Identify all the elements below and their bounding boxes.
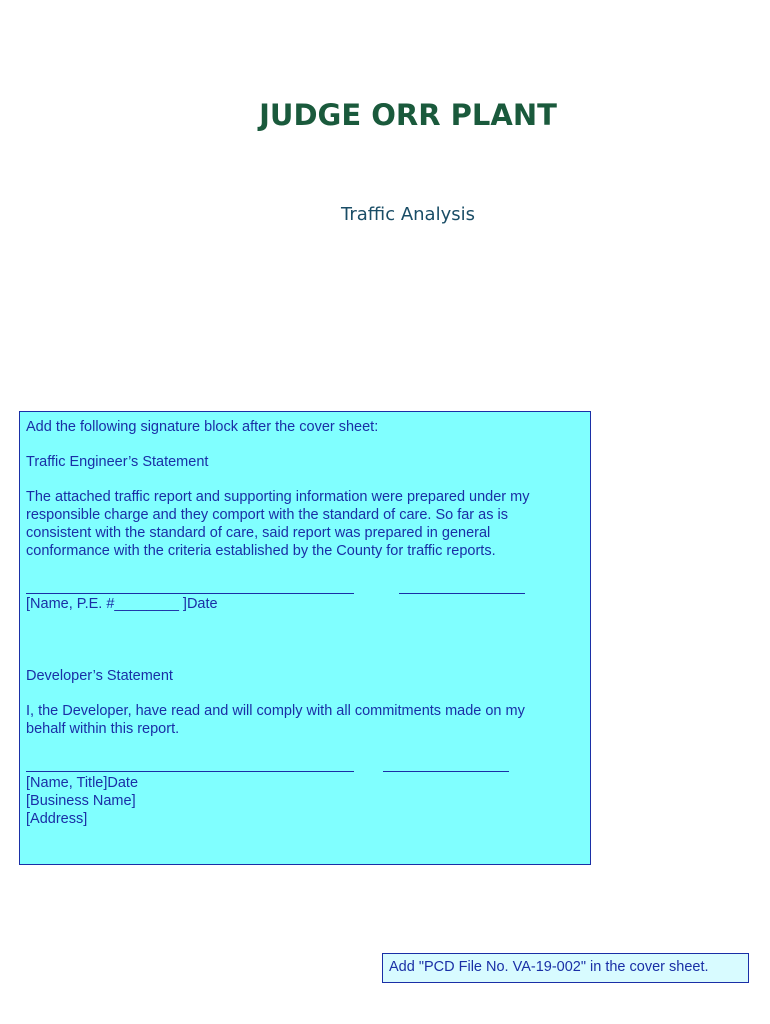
developer-statement-line: I, the Developer, have read and will comply with all commitments made on my [26,703,525,719]
signature-block-intro: Add the following signature block after the cover sheet: [26,419,379,435]
engineer-date-rule [399,593,525,594]
engineer-signature-rule [26,593,354,594]
engineer-statement-line: consistent with the standard of care, said report was prepared in general [26,525,491,541]
developer-business-name-label: [Business Name] [26,793,136,809]
developer-signature-label: [Name, Title]Date [26,775,139,791]
document-subtitle: Traffic Analysis [341,204,475,225]
developer-address-label: [Address] [26,811,88,827]
developer-statement-line: behalf within this report. [26,721,180,737]
engineer-signature-label: [Name, P.E. #________ ]Date [26,596,218,612]
developer-date-rule [383,771,509,772]
engineer-statement-line: responsible charge and they comport with the standard of care. So far as is [26,507,508,523]
developer-statement-heading: Developer’s Statement [26,668,173,684]
signature-block-box [19,411,591,865]
engineer-statement-line: The attached traffic report and supporting information were prepared under my [26,489,530,505]
engineer-statement-line: conformance with the criteria established by the County for traffic reports. [26,543,496,559]
document-title: JUDGE ORR PLANT [259,98,557,132]
pcd-file-note: Add "PCD File No. VA-19-002" in the cover sheet. [382,953,749,983]
developer-signature-rule [26,771,354,772]
engineer-statement-heading: Traffic Engineer’s Statement [26,454,209,470]
